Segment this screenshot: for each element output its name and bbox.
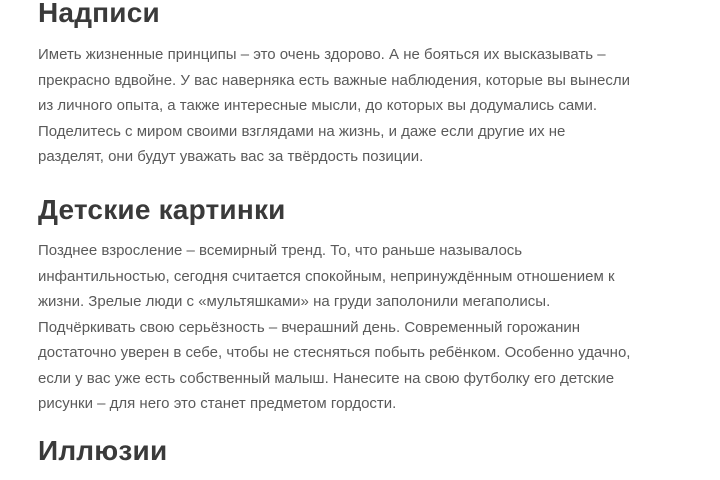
section-heading: Иллюзии: [38, 435, 168, 466]
section-kids-pictures: [38, 193, 698, 412]
paragraph-line: рисунки – для него это станет предметом гордости.: [38, 395, 397, 412]
section-heading: Детские картинки: [38, 194, 286, 225]
paragraph-line: Позднее взросление – всемирный тренд. То, что раньше называлось: [38, 242, 523, 259]
paragraph-line: Поделитесь с миром своими взглядами на жизнь, и даже если другие их не: [38, 122, 566, 140]
section-heading: Надписи: [38, 0, 160, 28]
paragraph-line: если у вас уже есть собственный малыш. Нанесите на свою футболку его детские: [38, 369, 615, 387]
paragraph-line: прекрасно вдвойне. У вас наверняка есть важные наблюдения, которые вы вынесли: [38, 71, 631, 89]
section-paragraph: [38, 42, 630, 170]
paragraph-line: жизни. Зрелые люди с «мультяшками» на груди заполонили мегаполисы.: [38, 293, 551, 310]
paragraph-line: разделят, они будут уважать вас за твёрдость позиции.: [38, 148, 424, 165]
paragraph-line: из личного опыта, а также интересные мысли, до которых вы додумались сами.: [38, 97, 598, 114]
section-illusions: [38, 434, 698, 468]
paragraph-line: Иметь жизненные принципы – это очень здорово. А не бояться их высказывать –: [38, 46, 606, 63]
paragraph-line: Подчёркивать свою серьёзность – вчерашний день. Современный горожанин: [38, 318, 581, 336]
section-inscriptions: [38, 0, 698, 165]
paragraph-line: достаточно уверен в себе, чтобы не стесняться побыть ребёнком. Особенно удачно,: [38, 344, 631, 361]
paragraph-line: инфантильностью, сегодня считается спокойным, непринуждённым отношением к: [38, 267, 615, 285]
section-paragraph: [38, 238, 630, 417]
